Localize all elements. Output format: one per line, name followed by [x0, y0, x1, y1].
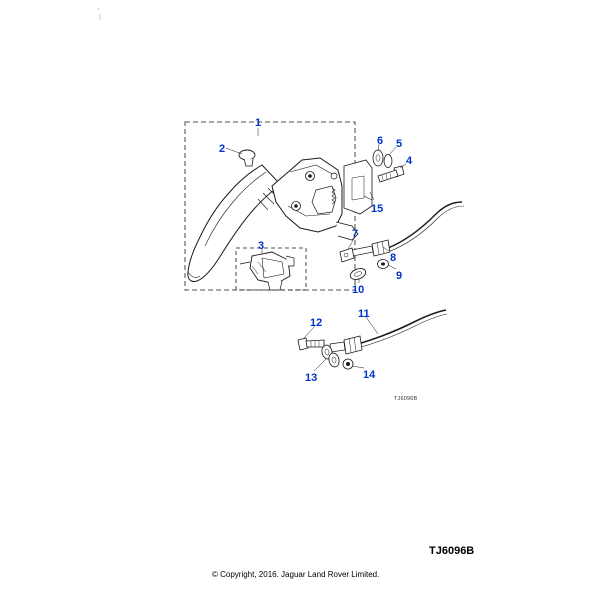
callout-6: 6 [377, 135, 384, 147]
cable-11-rod [330, 342, 345, 352]
release-button-stem [244, 159, 253, 166]
lever-mount-plate-slot [352, 176, 364, 200]
callout-1: 1 [255, 117, 262, 129]
washer-6-inner [376, 155, 380, 162]
washer-5 [384, 155, 392, 168]
switch-bracket-flange [268, 281, 282, 290]
release-button-knob [239, 150, 255, 160]
callout-14: 14 [363, 369, 376, 381]
callout-9: 9 [396, 270, 403, 282]
callout-8: 8 [390, 252, 397, 264]
cable-7-rod [352, 246, 373, 256]
callout-11: 11 [358, 308, 370, 320]
leader-line-9 [388, 265, 396, 269]
pivot-boss-lower-inner [294, 204, 298, 208]
callout-15: 15 [371, 203, 384, 215]
callout-3: 3 [258, 240, 265, 252]
figure-code: TJ6096B [429, 545, 475, 557]
callout-13: 13 [305, 372, 318, 384]
drawing-watermark-code: TJ6096B [394, 396, 418, 402]
nut-9-inner [381, 262, 385, 265]
callout-10: 10 [352, 284, 365, 296]
leader-line-2 [226, 148, 242, 154]
leader-line-5 [389, 147, 396, 155]
leader-line-14 [352, 366, 364, 368]
nut-14-inner [346, 362, 350, 366]
pivot-boss-side [331, 173, 337, 179]
registration-mark: ' [98, 8, 100, 15]
clevis-7-hole [344, 253, 348, 257]
callout-2: 2 [219, 143, 226, 155]
bolt-4-shank [378, 170, 398, 182]
cable-8-ferrule [372, 240, 390, 256]
pivot-boss-upper-inner [308, 174, 312, 178]
cable-11-ferrule [344, 336, 362, 354]
callout-12: 12 [310, 317, 323, 329]
cable-11-outer [358, 310, 446, 344]
cable-11-outer-2 [358, 314, 447, 348]
leader-line-13 [314, 359, 326, 371]
callout-7: 7 [352, 228, 359, 240]
copyright-notice: © Copyright, 2016. Jaguar Land Rover Limited. [212, 570, 380, 579]
cable-8-outer-2 [388, 206, 464, 252]
callout-5: 5 [396, 138, 403, 150]
grip-rib-1 [258, 199, 268, 210]
callout-4: 4 [406, 155, 413, 167]
switch-bracket-arm [240, 262, 250, 264]
